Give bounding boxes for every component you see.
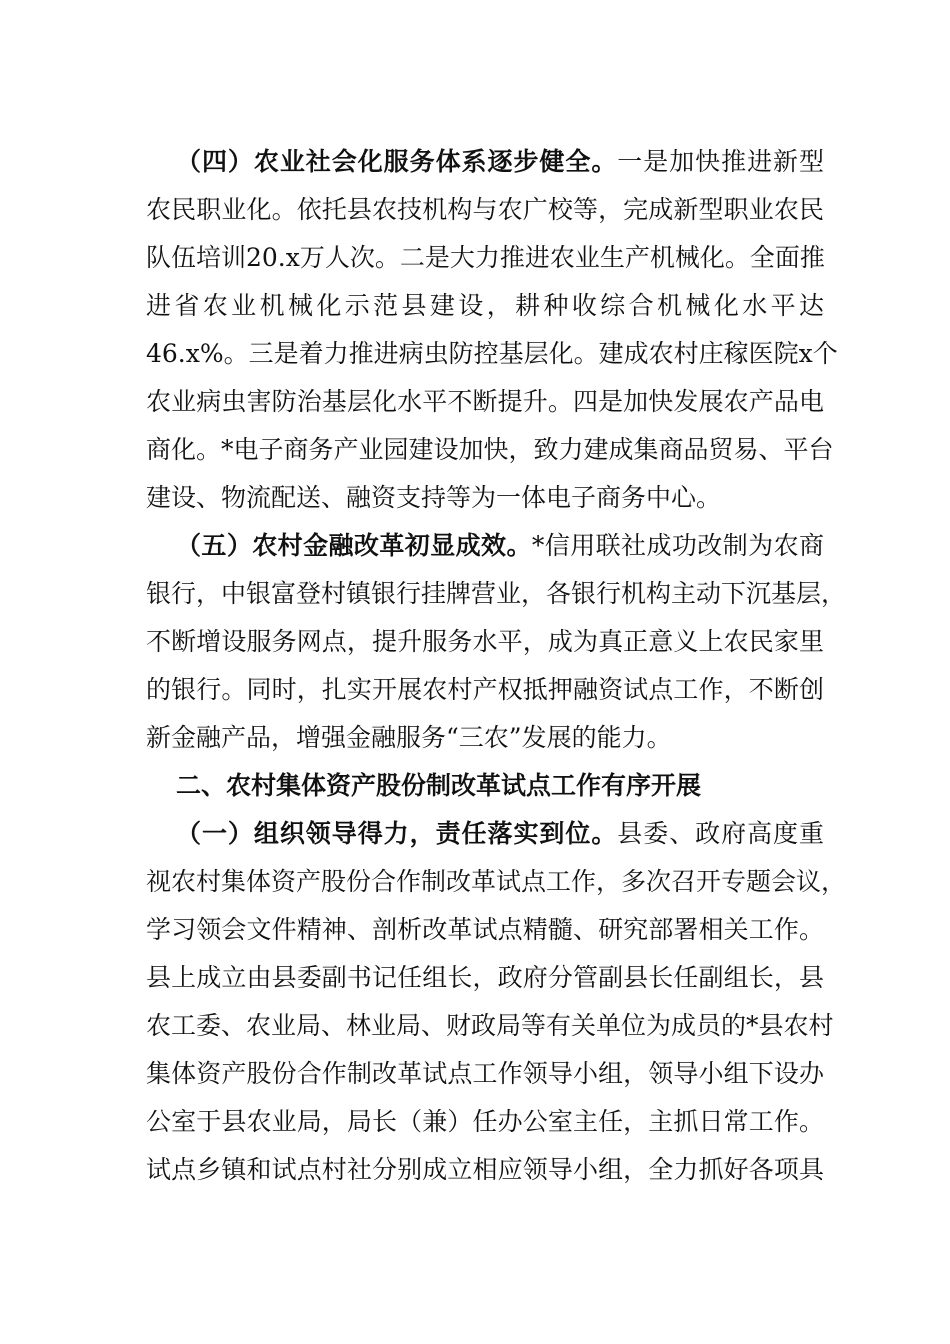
paragraph-five-line-2: 银行，中银富登村镇银行挂牌营业，各银行机构主动下沉基层， bbox=[146, 579, 847, 608]
paragraph-one-line-1 bbox=[176, 814, 824, 854]
paragraph-five-line-3: 不断增设服务网点，提升服务水平，成为真正意义上农民家里 bbox=[146, 627, 824, 656]
paragraph-one-line-7: 公室于县农业局，局长（兼）任办公室主任，主抓日常工作。 bbox=[146, 1107, 824, 1136]
paragraph-four-line-7: 商化。*电子商务产业园建设加快，致力建成集商品贸易、平台 bbox=[146, 435, 834, 464]
paragraph-five-lead: （五）农村金融改革初显成效。 bbox=[176, 531, 532, 560]
paragraph-five-line-1 bbox=[176, 526, 824, 566]
paragraph-five-line-5: 新金融产品，增强金融服务“三农”发展的能力。 bbox=[146, 723, 672, 752]
paragraph-four-line-4: 进省农业机械化示范县建设，耕种收综合机械化水平达 bbox=[146, 291, 824, 320]
paragraph-four-lead: （四）农业社会化服务体系逐步健全。 bbox=[176, 147, 618, 176]
paragraph-four-line-3: 队伍培训20.x万人次。二是大力推进农业生产机械化。全面推 bbox=[146, 243, 825, 272]
paragraph-one-text: 县委、政府高度重 bbox=[617, 819, 824, 848]
paragraph-four-line-1 bbox=[176, 142, 824, 182]
paragraph-five-line-4: 的银行。同时，扎实开展农村产权抵押融资试点工作，不断创 bbox=[146, 675, 824, 704]
paragraph-four-line-6: 农业病虫害防治基层化水平不断提升。四是加快发展农产品电 bbox=[146, 387, 824, 416]
paragraph-one-line-4: 县上成立由县委副书记任组长，政府分管副县长任副组长，县 bbox=[146, 963, 824, 992]
paragraph-one-line-5: 农工委、农业局、林业局、财政局等有关单位为成员的*县农村 bbox=[146, 1011, 834, 1040]
paragraph-one-line-3: 学习领会文件精神、剖析改革试点精髓、研究部署相关工作。 bbox=[146, 915, 824, 944]
paragraph-four-line-8: 建设、物流配送、融资支持等为一体电子商务中心。 bbox=[146, 483, 722, 512]
paragraph-one-lead: （一）组织领导得力，责任落实到位。 bbox=[176, 819, 618, 848]
section-heading: 二、农村集体资产股份制改革试点工作有序开展 bbox=[176, 771, 702, 800]
paragraph-one-line-8: 试点乡镇和试点村社分别成立相应领导小组，全力抓好各项具 bbox=[146, 1155, 824, 1184]
paragraph-one-line-2: 视农村集体资产股份合作制改革试点工作，多次召开专题会议， bbox=[146, 867, 847, 896]
paragraph-five-text: *信用联社成功改制为农商 bbox=[531, 531, 824, 560]
paragraph-one-line-6: 集体资产股份合作制改革试点工作领导小组，领导小组下设办 bbox=[146, 1059, 824, 1088]
paragraph-four-line-2: 农民职业化。依托县农技机构与农广校等，完成新型职业农民 bbox=[146, 195, 824, 224]
paragraph-four-text: 一是加快推进新型 bbox=[617, 147, 824, 176]
paragraph-four-line-5: 46.x%。三是着力推进病虫防控基层化。建成农村庄稼医院x个 bbox=[146, 339, 838, 368]
